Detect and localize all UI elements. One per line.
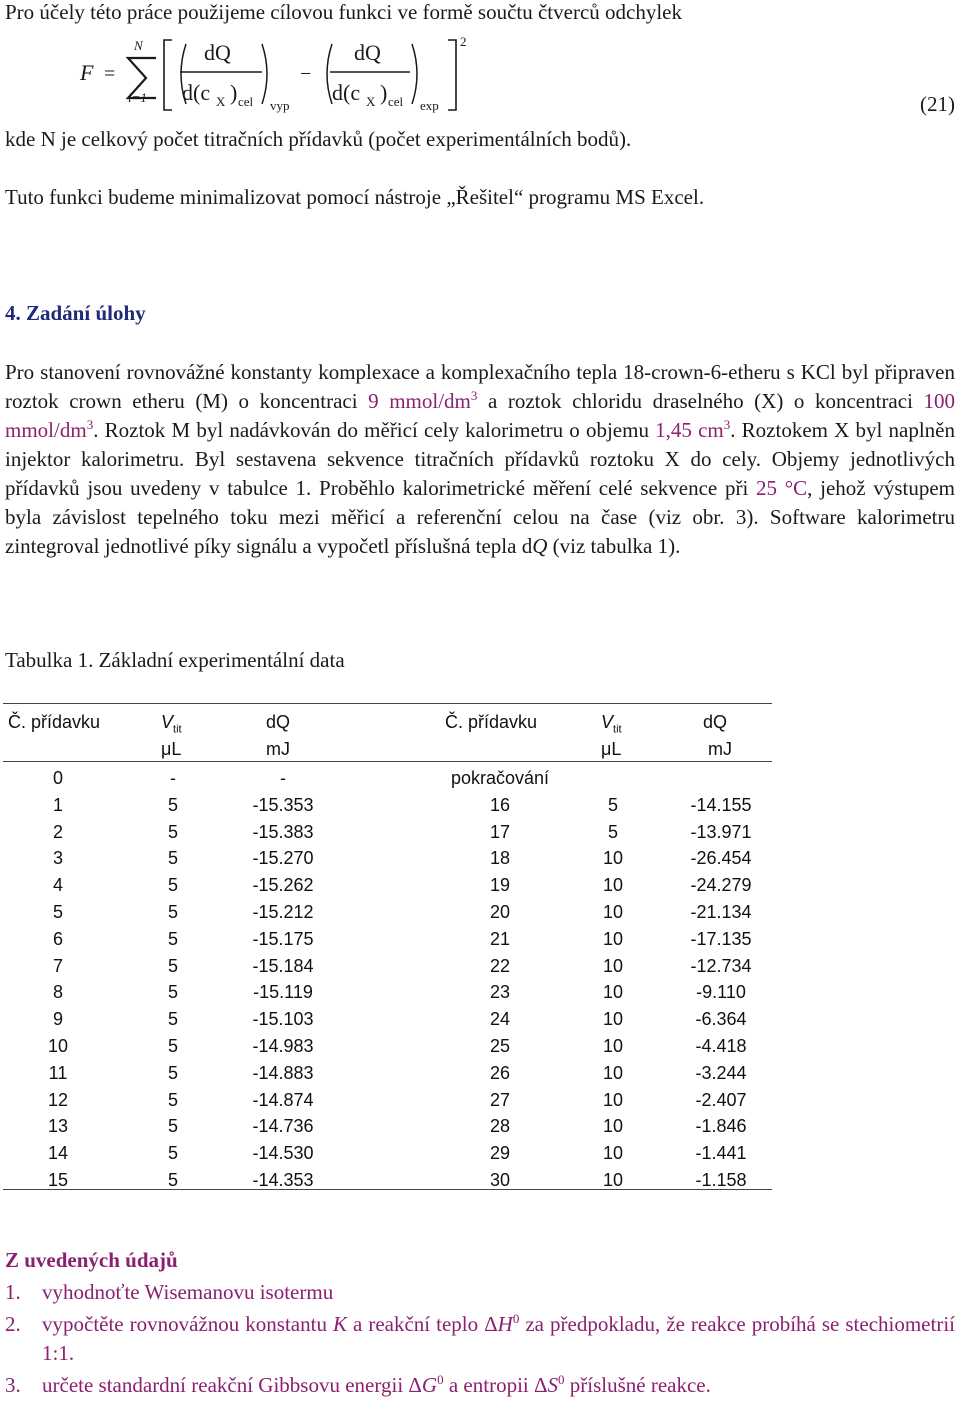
- eq-num1: dQ: [204, 40, 231, 65]
- table-cell: 5: [167, 821, 179, 842]
- table-cell: -14.353: [252, 1170, 314, 1190]
- table-cell: 10: [602, 1062, 624, 1083]
- eq-den1-sub2: cel: [238, 94, 254, 109]
- table-row: [3, 872, 772, 899]
- table-cell: 10: [602, 1143, 624, 1164]
- table-cell: -26.454: [690, 848, 752, 869]
- eq-den2: d(c: [332, 80, 361, 105]
- table-cell: 10: [602, 1036, 624, 1056]
- table-cell: 9: [52, 1009, 63, 1030]
- task-item-3: 3. určete standardní reakční Gibbsovu energii $\Delta G^0$ a entropii $\Delta S^0$ příslušné reakce.: [5, 1372, 711, 1397]
- table-cell: 1: [52, 794, 63, 815]
- table-cell: 6: [52, 928, 63, 949]
- table-cell: 10: [602, 928, 624, 949]
- table-cell: 30: [489, 1170, 511, 1190]
- table-cell: 24: [489, 1009, 511, 1030]
- table-cell: 16: [489, 794, 511, 815]
- table-row: [3, 1033, 772, 1060]
- right-bracket: [448, 40, 456, 110]
- table-cell: -14.530: [252, 1143, 314, 1164]
- eq-num2: dQ: [354, 40, 381, 65]
- table-row: [3, 1087, 772, 1114]
- eq-power: 2: [460, 34, 467, 49]
- table-cell: 19: [489, 875, 511, 896]
- table-cell: -12.734: [690, 955, 752, 976]
- kcl-concentration: 100 mmol/dm: [5, 389, 955, 442]
- table-cell: 5: [167, 875, 179, 896]
- table-cell: -15.119: [253, 982, 313, 1003]
- table-cell: -: [280, 768, 286, 788]
- table-row: [3, 926, 772, 953]
- table-cell: -13.971: [690, 821, 752, 842]
- table-cell: 4: [52, 875, 63, 896]
- header-dq-2: dQ: [703, 712, 728, 732]
- table-cell: 5: [167, 955, 179, 976]
- cell-volume: 1,45 cm: [655, 418, 724, 442]
- table-cell: 5: [52, 902, 63, 922]
- task-item-2: 2. vypočtěte rovnovážnou konstantu K a reakční teplo $\Delta H^0$ za předpokladu, že reakce probíhá se stechiometrií 1:1.: [5, 1311, 956, 1365]
- table-row: [3, 1006, 772, 1033]
- table-cell: 5: [167, 848, 179, 869]
- table-cell: -14.155: [690, 794, 752, 815]
- table-cell: -15.212: [252, 902, 314, 922]
- table-cell: -15.383: [252, 821, 314, 842]
- right-paren-1: [262, 44, 267, 104]
- table-cell: 5: [607, 821, 619, 842]
- table-cell: 5: [167, 928, 179, 949]
- task-item-1: 1. vyhodnoťte Wisemanovu isotermu: [5, 1280, 334, 1304]
- table-cell: 5: [167, 794, 179, 815]
- table-row: [3, 979, 772, 1006]
- eq-exp: exp: [420, 98, 439, 113]
- table-cell: -15.270: [252, 848, 314, 869]
- table-cell: -9.110: [696, 982, 746, 1003]
- table-row: [3, 765, 772, 792]
- eq-lhs: F: [80, 60, 94, 85]
- table-cell: 22: [489, 955, 511, 976]
- table-cell: 10: [602, 1009, 624, 1030]
- table-cell: 10: [602, 1170, 624, 1190]
- header-vtit-unit-2: μL: [601, 739, 622, 759]
- header-pridavek-1: Č. přídavku: [8, 712, 101, 732]
- table-cell: 5: [167, 1009, 179, 1030]
- temperature: 25 °C: [756, 476, 808, 500]
- table-cell: 12: [48, 1089, 69, 1110]
- table-cell: 5: [167, 902, 179, 922]
- header-dq-unit-1: mJ: [266, 739, 290, 759]
- table-cell: -1.846: [695, 1116, 747, 1137]
- table-cell: 10: [602, 982, 624, 1003]
- table-cell: -15.353: [252, 794, 314, 815]
- table-cell: 2: [52, 821, 63, 842]
- header-dq-unit-2: mJ: [708, 739, 732, 759]
- table-bottom-rule: [3, 1189, 772, 1190]
- table-cell: 10: [602, 1089, 624, 1110]
- table-row: [3, 845, 772, 872]
- table-cell: pokračování: [450, 768, 550, 788]
- table-cell: 11: [48, 1062, 68, 1083]
- table-cell: 21: [489, 928, 511, 949]
- eq-den1: d(c: [182, 80, 211, 105]
- table-cell: 5: [167, 1170, 179, 1190]
- table-row: [3, 1060, 772, 1087]
- table-cell: 5: [167, 982, 179, 1003]
- table-cell: -6.364: [695, 1009, 747, 1030]
- eq-den1-sub: X: [216, 94, 226, 109]
- table-cell: -1.158: [695, 1170, 747, 1190]
- eq-sum-top: N: [134, 38, 143, 53]
- right-paren-2: [412, 44, 417, 104]
- table-cell: 10: [48, 1036, 69, 1056]
- crown-concentration: 9 mmol/dm: [368, 389, 471, 413]
- table-cell: 5: [167, 1089, 179, 1110]
- table-row: [3, 899, 772, 926]
- table-cell: 5: [167, 1062, 179, 1083]
- kde-text: kde N je celkový počet titračních přídavků (počet experimentálních bodů).: [5, 127, 632, 151]
- objective-function-equation: [0, 32, 960, 117]
- eq-den2-sub2: cel: [388, 94, 404, 109]
- intro-text: Pro účely této práce použijeme cílovou funkci ve formě součtu čtverců odchylek: [5, 0, 683, 24]
- table-row: [3, 1113, 772, 1140]
- table-cell: -4.418: [695, 1036, 747, 1056]
- table-cell: 10: [602, 848, 624, 869]
- assignment-paragraph: Pro stanovení rovnovážné konstanty komplexace a komplexačního tepla 18-crown-6-etheru s KCl byl připraven roztok crown etheru (M) o koncentraci 9 mmol/$dm^3$ a roztok chloridu draselného (X) o koncentraci 100 mmol/$dm^3$. Roztok M byl nadávkován do měřicí cely kalorimetru o objemu 1,45 $cm^3$. Roztokem X byl naplněn injektor kalorimetru. Byl sestavena sekvence titračních přídavků roztoku X do cely. Objemy jednotlivých přídavků jsou uvedeny v tabulce 1. Proběhlo kalorimetrické měření celé sekvence při 25 °C, jehož výstupem byla závislost tepelného toku mezi měřicí a referenční celou na čase (viz obr. 3). Software kalorimetru zintegroval jednotlivé píky signálu a vypočetl příslušná tepla dQ (viz tabulka 1).: [5, 360, 956, 558]
- table-cell: -2.407: [695, 1089, 747, 1110]
- table-cell: 28: [489, 1116, 511, 1137]
- table-cell: 17: [489, 821, 511, 842]
- table-caption: Tabulka 1. Základní experimentální data: [5, 648, 345, 672]
- eq-den2-close: ): [380, 80, 388, 105]
- header-pridavek-2: Č. přídavku: [445, 712, 538, 732]
- table-cell: 13: [48, 1116, 69, 1137]
- equation-number: (21): [920, 92, 955, 116]
- table-cell: 7: [52, 955, 63, 976]
- table-cell: -15.184: [252, 955, 314, 976]
- eq-vyp: vyp: [270, 98, 290, 113]
- table-cell: -21.134: [690, 902, 752, 922]
- table-cell: -14.736: [252, 1116, 314, 1137]
- tuto-text: Tuto funkci budeme minimalizovat pomocí nástroje „Řešitel“ programu MS Excel.: [5, 185, 705, 209]
- header-vtit-2: $V_{tit}$: [601, 712, 622, 736]
- header-vtit-unit-1: μL: [161, 739, 182, 759]
- table-header: [3, 709, 772, 765]
- eq-minus: −: [300, 63, 312, 85]
- header-dq-1: dQ: [266, 712, 291, 732]
- table-cell: -: [170, 768, 176, 788]
- table-cell: 0: [52, 768, 63, 788]
- table-top-rule: [3, 703, 772, 704]
- table-cell: -1.441: [695, 1143, 747, 1164]
- table-cell: 23: [489, 982, 511, 1003]
- tasks-title: Z uvedených údajů: [5, 1248, 178, 1272]
- table-row: [3, 1140, 772, 1167]
- table-header-rule: [3, 761, 772, 762]
- table-row: [3, 819, 772, 846]
- table-cell: 18: [489, 848, 511, 869]
- table-cell: 10: [602, 1116, 624, 1137]
- table-row: [3, 953, 772, 980]
- header-vtit-1: $V_{tit}$: [161, 712, 182, 736]
- table-cell: 15: [48, 1170, 69, 1190]
- table-cell: -15.175: [252, 928, 314, 949]
- table-cell: 5: [167, 1036, 179, 1056]
- eq-equals: =: [104, 63, 116, 85]
- table-cell: 26: [489, 1062, 511, 1083]
- table-cell: 5: [167, 1143, 179, 1164]
- table-cell: 3: [52, 848, 63, 869]
- eq-den1-close: ): [230, 80, 238, 105]
- table-cell: -14.883: [252, 1062, 314, 1083]
- table-cell: -24.279: [690, 875, 752, 896]
- table-cell: 10: [602, 902, 624, 922]
- table-row: [3, 792, 772, 819]
- table-cell: 14: [48, 1143, 69, 1164]
- table-cell: 5: [607, 794, 619, 815]
- section-title: 4. Zadání úlohy: [5, 301, 146, 325]
- table-cell: 20: [489, 902, 511, 922]
- left-bracket: [164, 40, 172, 110]
- table-cell: 27: [489, 1089, 511, 1110]
- table-cell: 10: [602, 955, 624, 976]
- table-cell: 25: [489, 1036, 511, 1056]
- table-cell: -15.262: [252, 875, 314, 896]
- table-cell: -3.244: [695, 1062, 747, 1083]
- table-cell: 5: [167, 1116, 179, 1137]
- eq-sum-bottom: i=1: [128, 90, 147, 105]
- table-cell: -15.103: [252, 1009, 314, 1030]
- eq-den2-sub: X: [366, 94, 376, 109]
- table-cell: 8: [52, 982, 63, 1003]
- task-list: [5, 1278, 955, 1403]
- table-cell: -14.983: [252, 1036, 314, 1056]
- table-cell: 29: [489, 1143, 511, 1164]
- table-cell: -14.874: [252, 1089, 314, 1110]
- table-cell: 10: [602, 875, 624, 896]
- table-cell: -17.135: [690, 928, 752, 949]
